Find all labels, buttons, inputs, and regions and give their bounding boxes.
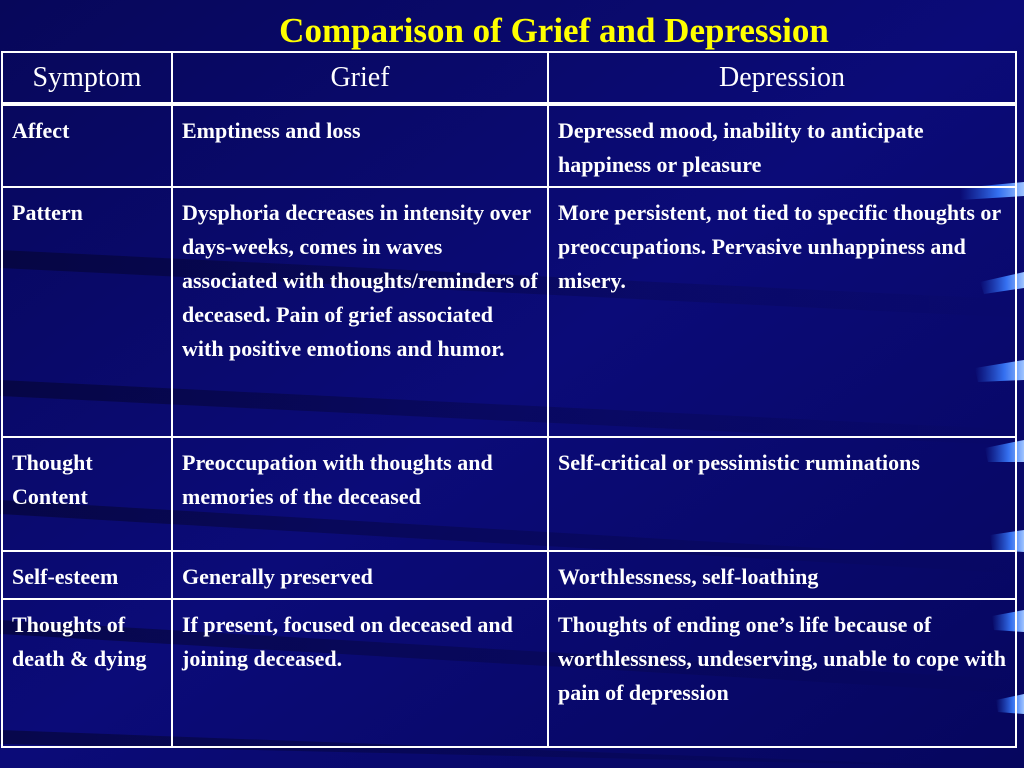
depression-cell: Worthlessness, self-loathing [548, 551, 1016, 599]
symptom-cell: Thoughts of death & dying [2, 599, 172, 747]
grief-cell: Preoccupation with thoughts and memories of the deceased [172, 437, 548, 551]
depression-cell: Thoughts of ending one’s life because of worthlessness, undeserving, unable to cope with pain of depression [548, 599, 1016, 747]
symptom-cell: Self-esteem [2, 551, 172, 599]
table-row [2, 599, 1016, 747]
header-depression: Depression [548, 52, 1016, 104]
depression-cell: More persistent, not tied to specific thoughts or preoccupations. Pervasive unhappiness and misery. [548, 187, 1016, 437]
depression-cell: Self-critical or pessimistic ruminations [548, 437, 1016, 551]
table-row [2, 437, 1016, 551]
header-symptom: Symptom [2, 52, 172, 104]
table-row [2, 551, 1016, 599]
header-row [2, 52, 1016, 104]
slide-title: Comparison of Grief and Depression [279, 11, 829, 50]
table-row [2, 104, 1016, 187]
grief-cell: Generally preserved [172, 551, 548, 599]
table-row [2, 187, 1016, 437]
symptom-cell: Pattern [2, 187, 172, 437]
grief-cell: Dysphoria decreases in intensity over days-weeks, comes in waves associated with thoughts/reminders of deceased. Pain of grief associated with positive emotions and humor. [172, 187, 548, 437]
grief-cell: If present, focused on deceased and joining deceased. [172, 599, 548, 747]
header-grief: Grief [172, 52, 548, 104]
comparison-table [1, 51, 1017, 748]
symptom-cell: Thought Content [2, 437, 172, 551]
depression-cell: Depressed mood, inability to anticipate happiness or pleasure [548, 104, 1016, 187]
grief-cell: Emptiness and loss [172, 104, 548, 187]
symptom-cell: Affect [2, 104, 172, 187]
